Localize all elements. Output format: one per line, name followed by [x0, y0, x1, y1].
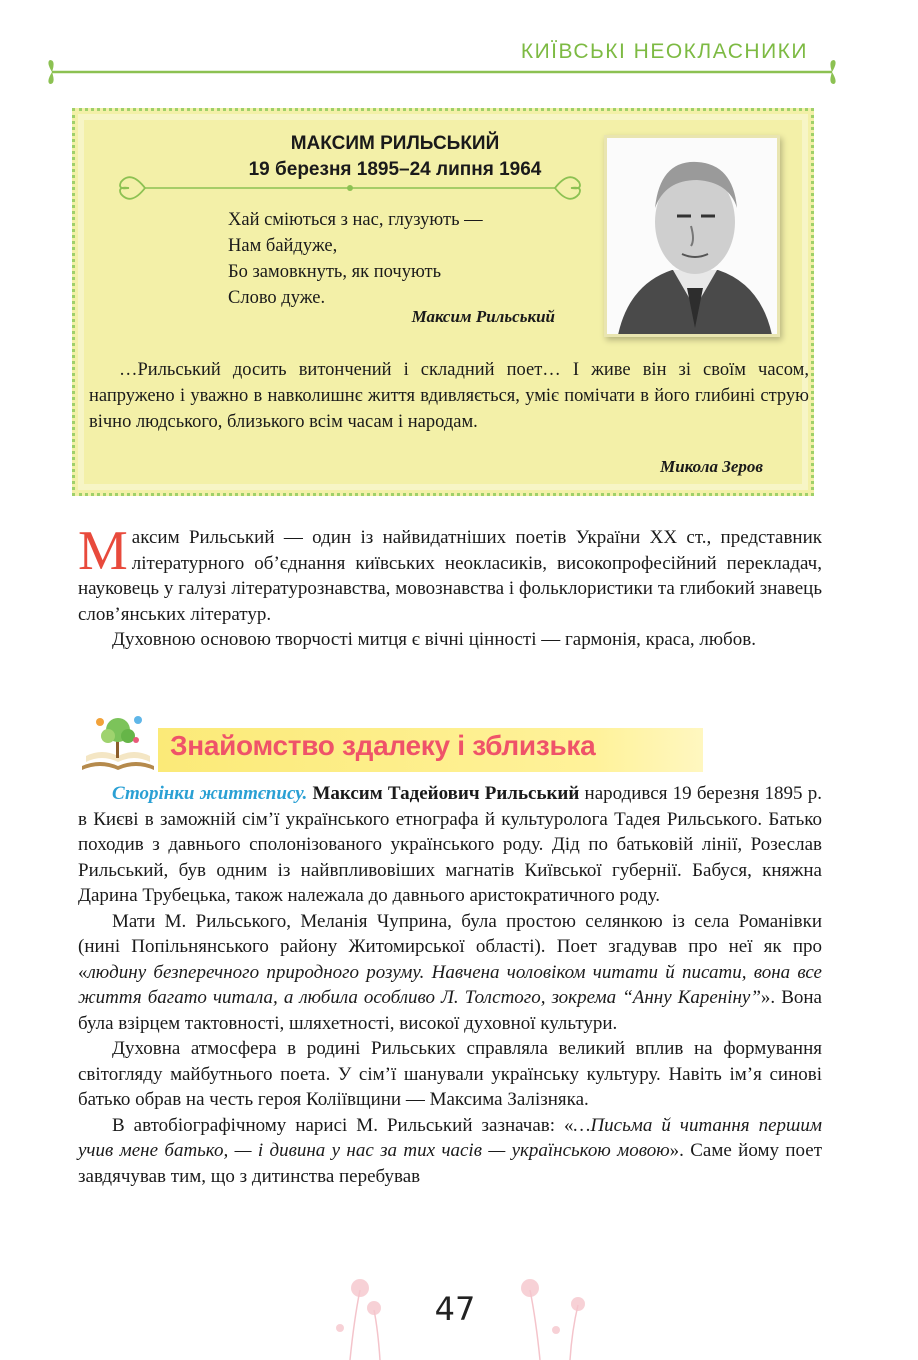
intro-paragraph-text: аксим Рильський — один із найвидатніших поетів України XX ст., представник літературного об’єднання київських неокласиків, високопрофесійний перекладач, науковець у галузі літературознавства, мовознавства і фольклористики та глибокий знавець слов’янських літератур. — [78, 527, 822, 625]
poem-author: Максим Рильський — [411, 307, 555, 326]
intro-text — [78, 520, 822, 653]
critic-quote: …Рильський досить витончений і складний поет… І живе він зі своїм часом, напружено і уважно в навколишнє життя вдивляється, уміє помічати в його глибині струю вічно людського, близького всім часам і народам. — [89, 360, 809, 432]
open-book-tree-icon — [78, 710, 158, 772]
page-number: 47 — [434, 1290, 476, 1328]
intro-paragraph — [78, 520, 822, 627]
biography-paragraph-text: народився 19 березня 1895 р. в Києві в заможній сім’ї українського етнографа й культуролога Тадея Рильського. Батько походив з давнього сполонізованого українського роду. Дід по батьковій лінії, Розеслав Рильський, був одним із найвпливовіших магнатів Київської губернії. Бабуся, княжна Дарина Трубецька, також належала до давнього аристократичного роду. — [78, 783, 822, 906]
ornament-divider — [115, 163, 585, 213]
epigraph-poem — [228, 207, 558, 311]
author-dates: 19 березня 1895–24 липня 1964 — [248, 159, 542, 180]
autobiography-paragraph-text: В автобіографічному нарисі М. Рильський зазначав: « — [112, 1114, 574, 1136]
family-atmosphere-paragraph: Духовна атмосфера в родині Рильських справляла великий вплив на формування світогляду майбутнього поета. У сім’ї шанували українську культуру. Навіть ім’я синові батько обрав на честь героя Коліївщини — Максима Залізняка. — [78, 1038, 822, 1110]
biography-text — [78, 781, 822, 1189]
full-name: Максим Тадейович Рильський — [312, 783, 580, 804]
mother-paragraph-text: Мати М. Рильського, Меланія Чуприна, була простою селянкою із села Романівки (нині Попільнянського району Житомирської області). Поет згадував про неї як про « — [78, 910, 822, 983]
autobiography-quote: …Письма й читання першим учив мене батько, — і дивина у нас за тих часів — українською мовою — [78, 1114, 822, 1161]
poem-line: Слово дуже. — [228, 288, 326, 308]
running-header: КИЇВСЬКІ НЕОКЛАСНИКИ — [520, 40, 808, 63]
autobiography-paragraph — [78, 1113, 822, 1190]
mother-paragraph — [78, 909, 822, 1037]
quote-author: Микола Зеров — [660, 457, 763, 476]
biography-label: Сторінки життєпису. — [112, 783, 308, 804]
drop-cap: М — [78, 520, 128, 582]
section-heading — [78, 710, 628, 772]
header-ornament-rule — [42, 58, 842, 88]
poem-line: Хай сміються з нас, глузують — — [228, 210, 483, 230]
autobiography-paragraph-end: ». Саме йому поет завдячував тим, що з дитинства перебував — [78, 1140, 823, 1187]
biography-paragraph — [78, 781, 822, 909]
values-paragraph: Духовною основою творчості митця є вічні цінності — гармонія, краса, любов. — [112, 629, 756, 650]
mother-quote: людину безперечного природного розуму. Навчена чоловіком читати й писати, вона все життя багато читала, а любила особливо Л. Толстого, зокрема “Анну Кареніну” — [78, 961, 822, 1008]
biography-card — [72, 108, 814, 496]
author-portrait — [604, 135, 780, 337]
poem-line: Нам байдуже, — [228, 236, 338, 256]
mother-paragraph-end: ». Вона була взірцем тактовності, шляхетності, високої духовної культури. — [78, 987, 822, 1034]
section-title: Знайомство здалеку і зблизька — [170, 730, 596, 761]
author-name: МАКСИМ РИЛЬСЬКИЙ — [290, 133, 500, 154]
poem-line: Бо замовкнуть, як почують — [228, 262, 442, 282]
